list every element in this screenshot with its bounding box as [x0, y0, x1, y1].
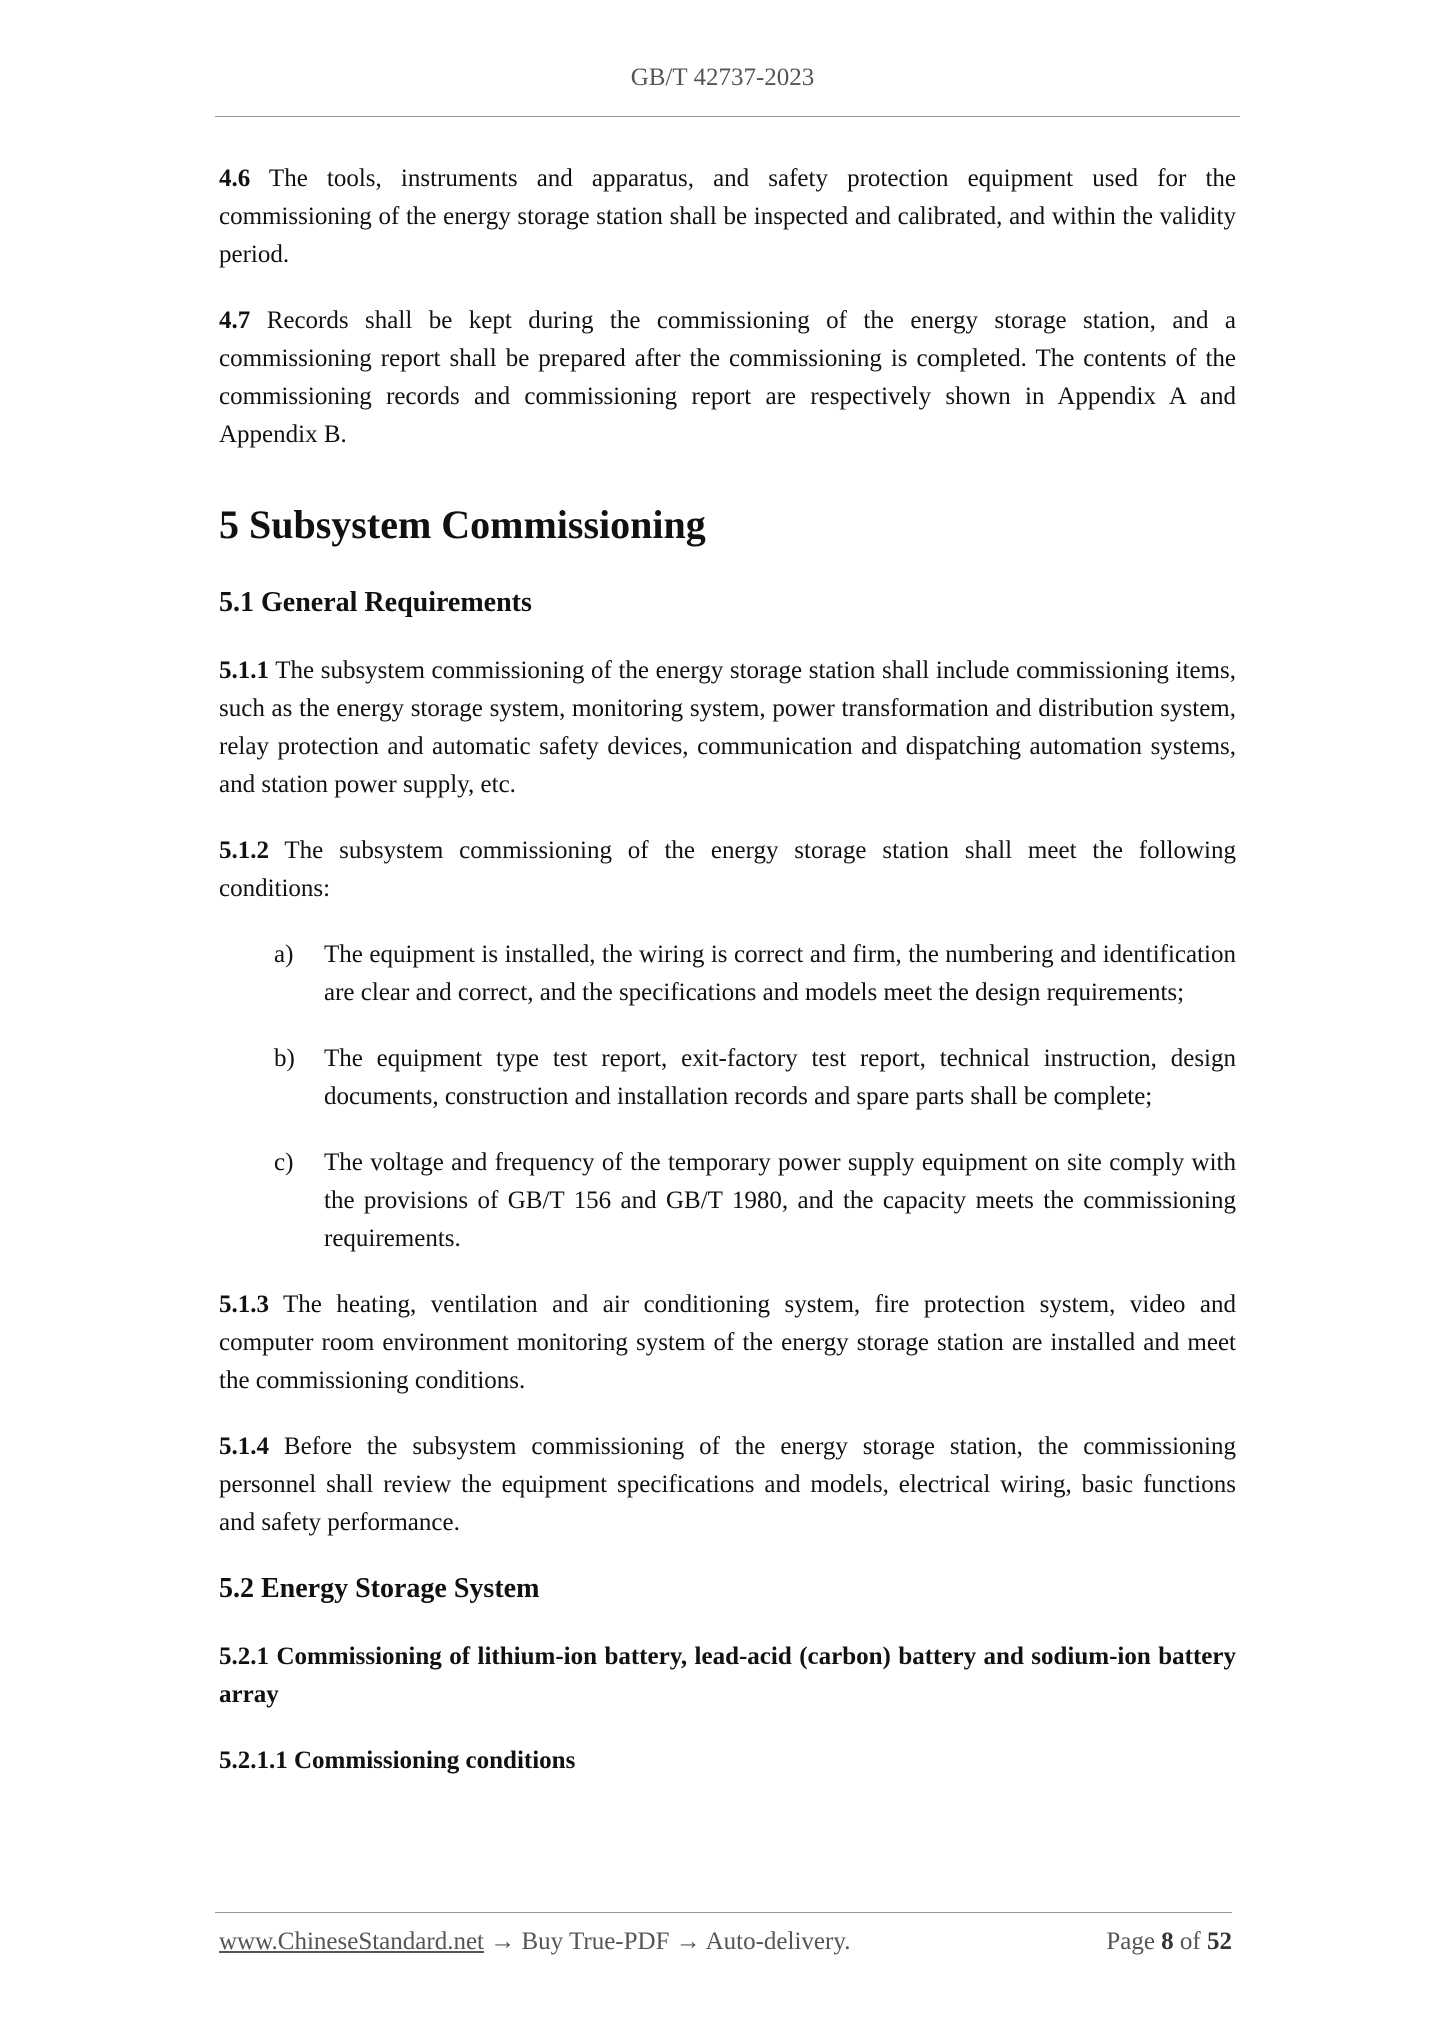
clause-text: The subsystem commissioning of the energy storage station shall include commissioning items, such as the energy storage system, monitoring system, power transformation and distribution system, relay protection and automatic safety devices, communication and dispatching automation systems, and station power supply, etc. [219, 657, 1236, 798]
section-heading-5-2-1-1: 5.2.1.1 Commissioning conditions [219, 1747, 576, 1774]
list-text: The equipment is installed, the wiring is correct and firm, the numbering and identification are clear and correct, and the specifications and models meet the design requirements; [324, 941, 1236, 1006]
list-item-a [219, 936, 1236, 1012]
arrow-icon: → [669, 1928, 706, 1955]
clause-number: 5.1.3 [219, 1291, 269, 1318]
list-label: b) [274, 1045, 295, 1072]
clause-text: The subsystem commissioning of the energy storage station shall meet the following conditions: [219, 837, 1236, 902]
section-heading-5-2: 5.2 Energy Storage System [219, 1573, 540, 1604]
page-of: of [1173, 1928, 1207, 1955]
buy-text: Buy True-PDF [521, 1928, 670, 1955]
clause-number: 5.1.2 [219, 837, 269, 864]
clause-text: Before the subsystem commissioning of the energy storage station, the commissioning personnel shall review the equipment specifications and models, electrical wiring, basic functions and safety performance. [219, 1433, 1236, 1536]
section-heading-5: 5 Subsystem Commissioning [219, 502, 706, 547]
clause-number: 4.7 [219, 307, 251, 334]
clause-5-1-2 [219, 832, 1236, 908]
list-item-b [219, 1040, 1236, 1116]
clause-text: The heating, ventilation and air conditioning system, fire protection system, video and computer room environment monitoring system of the energy storage station are installed and meet the commissioning conditions. [219, 1291, 1236, 1394]
page-number: 8 [1161, 1928, 1174, 1955]
list-label: c) [274, 1149, 294, 1176]
website-link[interactable]: www.ChineseStandard.net [219, 1928, 484, 1955]
header-divider [215, 116, 1240, 117]
clause-text: Records shall be kept during the commissioning of the energy storage station, and a commissioning report shall be prepared after the commissioning is completed. The contents of the commissioning records and commissioning report are respectively shown in Appendix A and Appendix B. [219, 307, 1236, 448]
arrow-icon: → [484, 1928, 522, 1955]
delivery-text: Auto-delivery. [705, 1928, 851, 1955]
clause-text: The tools, instruments and apparatus, and safety protection equipment used for the commissioning of the energy storage station shall be inspected and calibrated, and within the validity period. [219, 165, 1236, 268]
list-text: The voltage and frequency of the temporary power supply equipment on site comply with the provisions of GB/T 156 and GB/T 1980, and the capacity meets the commissioning requirements. [324, 1149, 1236, 1252]
footer-divider [215, 1912, 1232, 1913]
page-total: 52 [1207, 1928, 1232, 1955]
page-prefix: Page [1106, 1928, 1162, 1955]
section-heading-5-2-1: 5.2.1 Commissioning of lithium-ion battery, lead-acid (carbon) battery and sodium-ion battery array [219, 1643, 1236, 1708]
page-indicator [1106, 1928, 1232, 1956]
clause-5-1-4 [219, 1428, 1236, 1542]
list-text: The equipment type test report, exit-factory test report, technical instruction, design documents, construction and installation records and spare parts shall be complete; [324, 1045, 1236, 1110]
clause-5-1-3 [219, 1286, 1236, 1400]
clause-number: 5.1.4 [219, 1433, 269, 1460]
document-header-title: GB/T 42737-2023 [630, 64, 815, 91]
list-item-c [219, 1144, 1236, 1258]
clause-4-7 [219, 302, 1236, 454]
section-heading-5-1: 5.1 General Requirements [219, 587, 532, 618]
clause-4-6 [219, 160, 1236, 274]
page-content [219, 160, 1236, 1808]
footer-promo [219, 1928, 850, 1956]
list-label: a) [274, 941, 294, 968]
clause-5-1-1 [219, 652, 1236, 804]
clause-number: 5.1.1 [219, 657, 269, 684]
clause-number: 4.6 [219, 165, 251, 192]
page-footer [219, 1928, 1232, 1956]
